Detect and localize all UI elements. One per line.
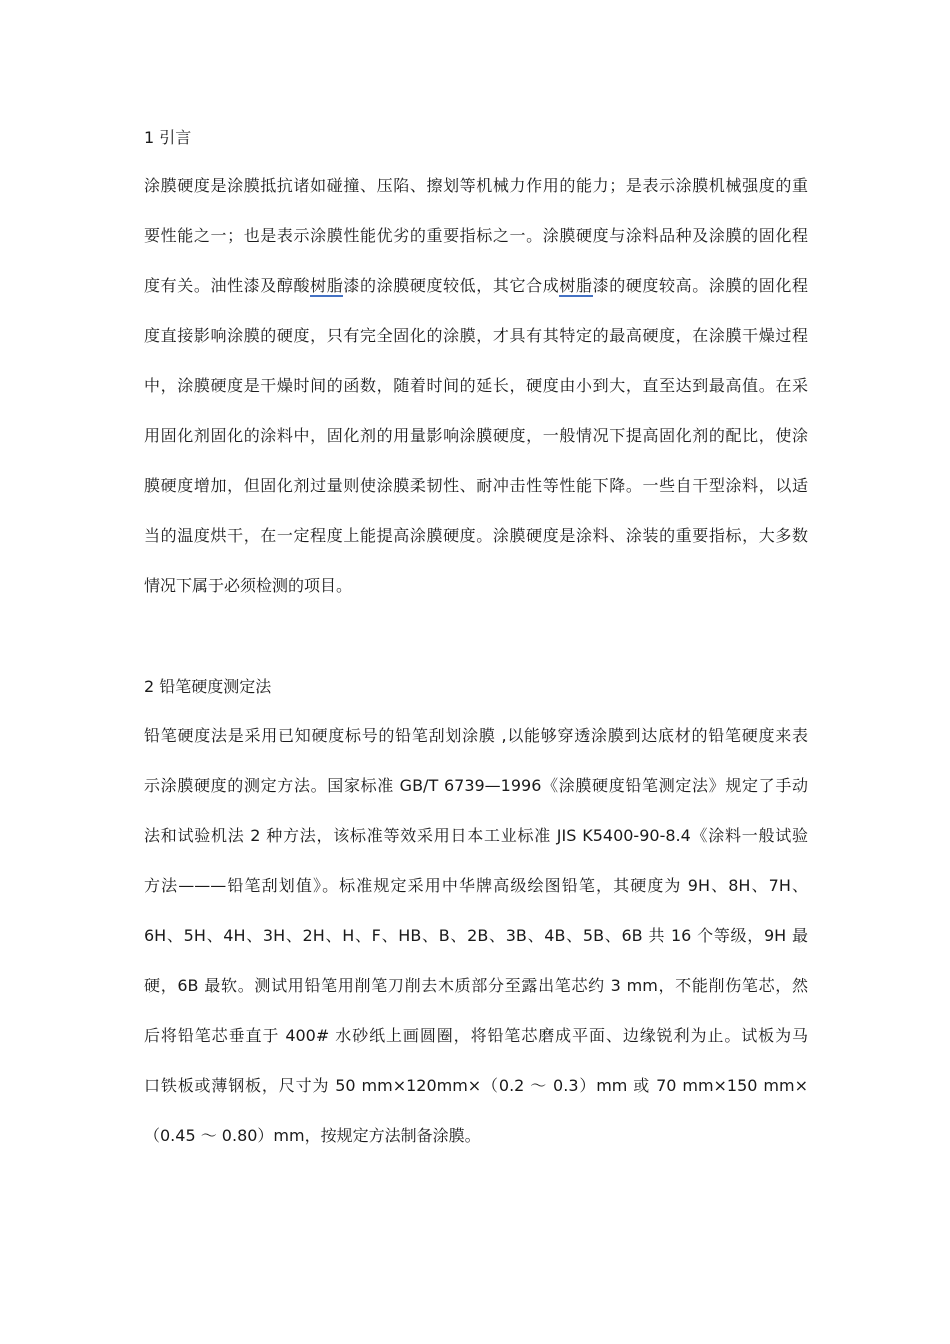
- body-line: 6H、5H、4H、3H、2H、H、F、HB、B、2B、3B、4B、5B、6B 共 16 个等级，9H 最: [144, 926, 808, 945]
- body-line: 中，涂膜硬度是干燥时间的函数，随着时间的延长，硬度由小到大，直至达到最高值。在采: [144, 376, 808, 395]
- body-line: 用固化剂固化的涂料中，固化剂的用量影响涂膜硬度，一般情况下提高固化剂的配比，使涂: [144, 426, 808, 445]
- section-2-heading: 2 铅笔硬度测定法: [144, 677, 272, 696]
- body-line-with-links: [144, 276, 808, 326]
- body-line: 要性能之一；也是表示涂膜性能优劣的重要指标之一。涂膜硬度与涂料品种及涂膜的固化程: [144, 226, 808, 245]
- body-line: 后将铅笔芯垂直于 400# 水砂纸上画圆圈，将铅笔芯磨成平面、边缘锐利为止。试板为马: [144, 1026, 808, 1045]
- body-line: 示涂膜硬度的测定方法。国家标准 GB/T 6739—1996《涂膜硬度铅笔测定法》规定了手动: [144, 776, 808, 795]
- body-line: 法和试验机法 2 种方法，该标准等效采用日本工业标准 JIS K5400-90-8.4《涂料一般试验: [144, 826, 808, 845]
- body-line: 方法———铅笔刮划值》。标准规定采用中华牌高级绘图铅笔，其硬度为 9H、8H、7H、: [144, 876, 808, 895]
- body-line: 膜硬度增加，但固化剂过量则使涂膜柔韧性、耐冲击性等性能下降。一些自干型涂料，以适: [144, 476, 808, 495]
- text-fragment: 漆的涂膜硬度较低，其它合成: [343, 276, 560, 295]
- term-link[interactable]: 树脂: [310, 276, 344, 295]
- body-line: 情况下属于必须检测的项目。: [144, 576, 353, 595]
- body-line: 当的温度烘干，在一定程度上能提高涂膜硬度。涂膜硬度是涂料、涂装的重要指标，大多数: [144, 526, 808, 545]
- section-1-heading: 1 引言: [144, 128, 192, 147]
- term-link[interactable]: 树脂: [559, 276, 593, 295]
- section-2-body: [144, 726, 808, 1176]
- body-line: 口铁板或薄钢板，尺寸为 50 mm×120mm×（0.2 ～ 0.3）mm 或 70 mm×150 mm×: [144, 1076, 808, 1095]
- body-line: 涂膜硬度是涂膜抵抗诸如碰撞、压陷、擦划等机械力作用的能力；是表示涂膜机械强度的重: [144, 176, 808, 195]
- body-line: （0.45 ～ 0.80）mm，按规定方法制备涂膜。: [144, 1126, 481, 1145]
- body-line: 硬，6B 最软。测试用铅笔用削笔刀削去木质部分至露出笔芯约 3 mm，不能削伤笔芯，然: [144, 976, 808, 995]
- text-fragment: 漆的硬度较高。涂膜的固化程: [592, 276, 808, 295]
- text-fragment: 度有关。油性漆及醇酸: [144, 276, 311, 295]
- body-line: 度直接影响涂膜的硬度，只有完全固化的涂膜，才具有其特定的最高硬度，在涂膜干燥过程: [144, 326, 808, 345]
- section-1-body: [144, 176, 808, 626]
- body-line: 铅笔硬度法是采用已知硬度标号的铅笔刮划涂膜 ,以能够穿透涂膜到达底材的铅笔硬度来表: [144, 726, 808, 745]
